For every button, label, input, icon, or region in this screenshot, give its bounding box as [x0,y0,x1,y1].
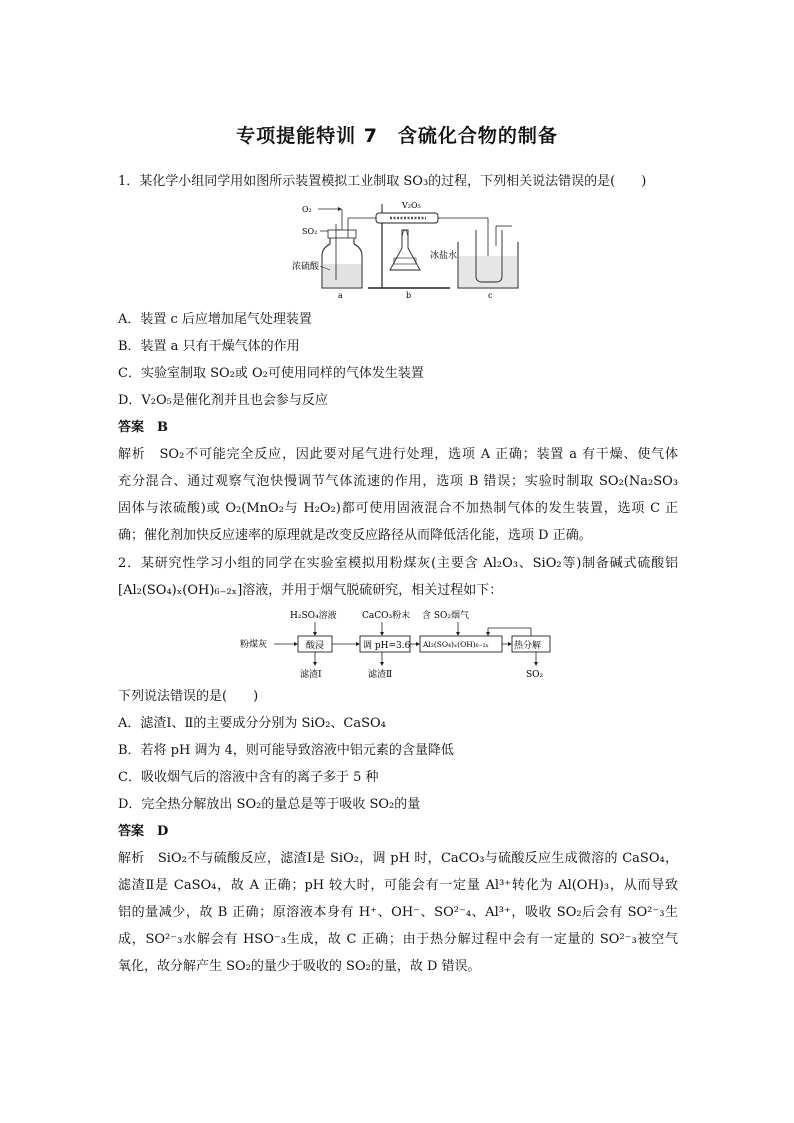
label-a: a [338,291,343,300]
product-so2: SO₂ [526,670,544,680]
q2-analysis-line: 氧化，故分解产生 SO₂的量少于吸收的 SO₂的量，故 D 错误。 [118,959,481,974]
step-thermal-decomposition: 热分解 [514,641,542,651]
q2-stem-line: 2．某研究性学习小组的同学在实验室模拟用粉煤灰(主要含 Al₂O₃、SiO₂等)制备碱式硫酸铝 [118,556,678,571]
q2-ask: 下列说法错误的是( ) [118,689,259,704]
q1-analysis-line: 确；催化剂加快反应速率的原理就是改变反应路径从而降低活化能，选项 D 正确。 [118,528,592,543]
q1-option-d: D．V₂O₅是催化剂并且也会参与反应 [118,393,328,408]
acid-label: 浓硫酸 [292,262,320,272]
ice-label: 冰盐水 [430,251,458,261]
q2-option-a: A．滤渣Ⅰ、Ⅱ的主要成分分别为 SiO₂、CaSO₄ [118,716,386,731]
apparatus-figure [290,196,530,304]
q1-option-c: C．实验室制取 SO₂或 O₂可使用同样的气体发生装置 [118,366,424,381]
raw-material: 粉煤灰 [240,640,268,650]
q2-option-d: D．完全热分解放出 SO₂的量总是等于吸收 SO₂的量 [118,797,421,812]
process-flowchart [240,606,560,682]
q2-stem-line: [Al₂(SO₄)ₓ(OH)₆₋₂ₓ]溶液，并用于烟气脱硫研究，相关过程如下： [118,583,503,598]
catalyst-label: V₂O₅ [402,201,421,210]
o2-label: O₂ [302,205,312,214]
reagent-so2-flue-gas: 含 SO₂烟气 [422,611,470,621]
q1-analysis-line: 充分混合、通过观察气泡快慢调节气体流速的作用，选项 B 错误；实验时制取 SO₂(Na₂SO₃ [118,474,678,489]
reagent-h2so4: H₂SO₄溶液 [290,611,337,621]
q1-answer: 答案 B [118,420,168,435]
page-title: 专项提能特训 7 含硫化合物的制备 [236,125,558,147]
residue-1: 滤渣Ⅰ [300,670,322,680]
q2-analysis-line: 成，SO²⁻₃水解会有 HSO⁻₃生成，故 C 正确；由于热分解过程中会有一定量的 SO²⁻₃被空气 [118,932,678,947]
q1-analysis-line: 解析 SO₂不可能完全反应，因此要对尾气进行处理，选项 A 正确；装置 a 有干燥、使气体 [118,447,678,462]
q2-answer: 答案 D [118,824,169,839]
q2-option-c: C．吸收烟气后的溶液中含有的离子多于 5 种 [118,770,379,785]
so2-label: SO₂ [302,227,318,236]
step-acid-leach: 酸浸 [306,641,325,651]
residue-2: 滤渣Ⅱ [368,670,393,680]
q2-option-b: B．若将 pH 调为 4，则可能导致溶液中铝元素的含量降低 [118,743,454,758]
q1-option-b: B．装置 a 只有干燥气体的作用 [118,339,300,354]
q2-analysis-line: 滤渣Ⅱ是 CaSO₄，故 A 正确；pH 较大时，可能会有一定量 Al³⁺转化为 Al(OH)₃，从而导致 [118,878,678,893]
reagent-caco3: CaCO₃粉末 [362,611,411,621]
label-c: c [488,291,493,300]
step-adjust-ph: 调 pH=3.6 [363,641,411,651]
q1-stem: 1．某化学小组同学用如图所示装置模拟工业制取 SO₃的过程，下列相关说法错误的是( ) [118,174,647,189]
q2-analysis-line: 解析 SiO₂不与硫酸反应，滤渣Ⅰ是 SiO₂，调 pH 时，CaCO₃与硫酸反应生成微溶的 CaSO₄， [118,851,678,866]
q1-option-a: A．装置 c 后应增加尾气处理装置 [118,312,312,327]
label-b: b [406,291,412,300]
q1-analysis-line: 固体与浓硫酸)或 O₂(MnO₂与 H₂O₂)都可使用固液混合不加热制气体的发生装置，选项 C 正 [118,501,678,516]
q2-analysis-line: 铝的量减少，故 B 正确；原溶液本身有 H⁺、OH⁻、SO²⁻₄、Al³⁺，吸收 SO₂后会有 SO²⁻₃生 [118,905,678,920]
step-basic-aluminum-sulfate: Al₂(SO₄)ₓ(OH)₆₋₂ₓ [423,640,489,649]
